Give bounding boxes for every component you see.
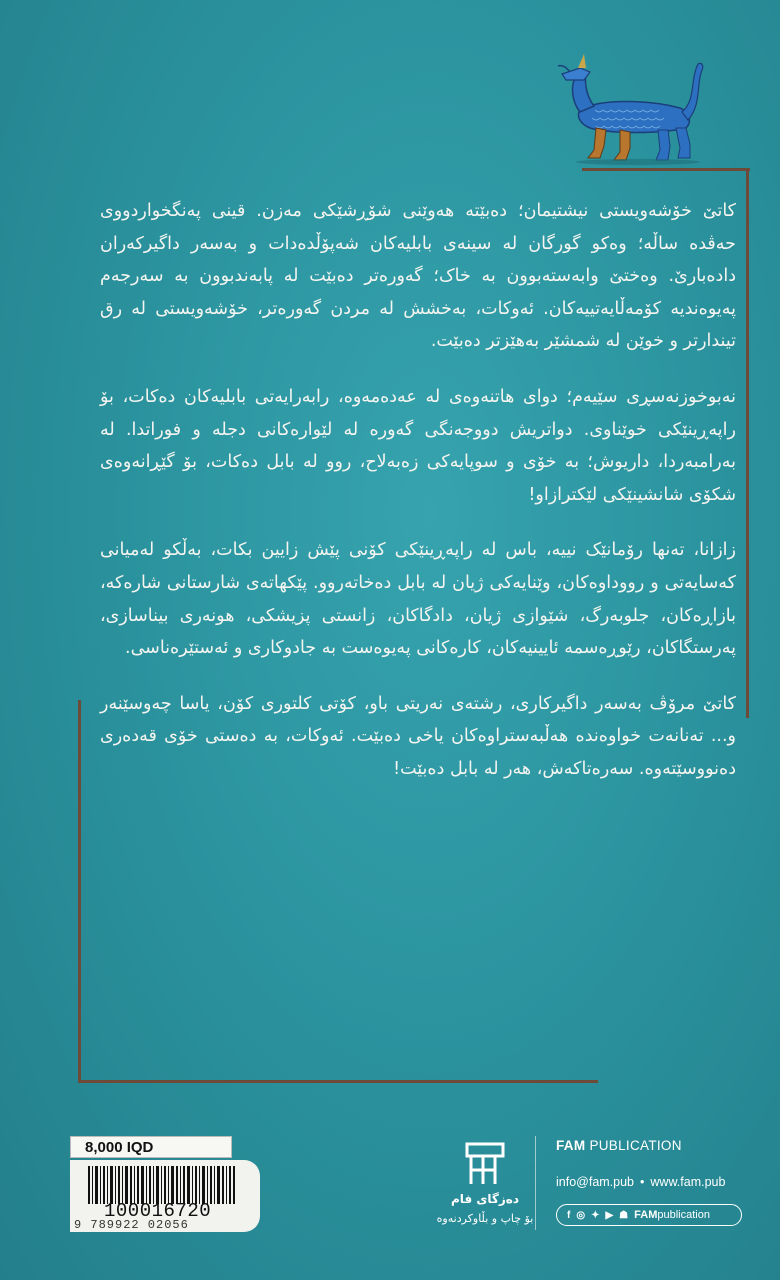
- social-handle-pill: [556, 1204, 742, 1226]
- barcode-sticker: [70, 1160, 260, 1232]
- blurb-paragraph-2: نەبوخوزنەسڕی سێیەم؛ دوای هاتنەوەی لە عەدەمەوە، رابەرایەتی بابلیەکان دەکات، بۆ راپەڕینێکی خوێناوی. دواتریش دووجەنگی گەورە لە لێوارەکانی دجلە و فوراتدا. لە بەرامبەردا، داریوش؛ بە خۆی و سوپایەکی زەبەلاح، روو لە بابل دەکات، بۆ گێڕانەوەی شکۆی شانشینێکی لێکترازاو!: [100, 386, 736, 505]
- isbn-number: 9 789922 02056: [74, 1218, 189, 1232]
- fam-logo-icon: [463, 1140, 507, 1188]
- publisher-divider: [535, 1136, 536, 1230]
- youtube-icon[interactable]: ▶: [605, 1209, 614, 1221]
- mushhushshu-dragon-illustration: [540, 50, 720, 168]
- publisher-logo-name: دەزگای فام: [451, 1192, 519, 1206]
- email-link[interactable]: info@fam.pub: [556, 1175, 635, 1189]
- social-handle: FAMpublication: [634, 1209, 710, 1221]
- frame-line-right: [746, 168, 749, 718]
- instagram-icon[interactable]: ◎: [576, 1209, 586, 1221]
- website-link[interactable]: www.fam.pub: [650, 1175, 726, 1189]
- twitter-icon[interactable]: ✦: [591, 1209, 600, 1221]
- publisher-title: FAM PUBLICATION: [556, 1138, 682, 1153]
- snapchat-icon[interactable]: ☗: [619, 1209, 629, 1221]
- blurb-paragraph-3: زازانا، تەنها رۆمانێک نییە، باس لە راپەڕینێکی کۆنی پێش زایین بکات، بەڵکو لەمیانی کەسایەتی و رووداوەکان، وێنایەکی ژیان لە بابل دەخاتەروو. پێکهاتەی شارستانی شارەکە، بازاڕەکان، جلوبەرگ، شێوازی ژیان، دادگاکان، زانستی پزیشکی، هونەری بیناسازی، پەرستگاکان، رێوڕەسمە ئایینیەکان، کارەکانی پەیوەست بە جادوکاری و ئەستێرەناسی.: [100, 540, 736, 659]
- blurb-paragraph-4: کاتێ مرۆڤ بەسەر داگیرکاری، رشتەی نەریتی باو، کۆتی کلتوری کۆن، یاسا چەوسێنەر و... تەنانەت خواوەندە هەڵبەستراوەکان یاخی دەبێت. ئەوکات، بە دەستی خۆی قەدەری دەنووسێتەوە. سەرەتاکەش، هەر لە بابل دەبێت!: [100, 693, 736, 779]
- price-label: 8,000 IQD: [70, 1136, 232, 1158]
- frame-line-bottom: [78, 1080, 598, 1083]
- frame-line-top: [582, 168, 750, 171]
- blurb-text: [100, 195, 736, 809]
- blurb-paragraph-1: کاتێ خۆشەویستی نیشتیمان؛ دەبێتە هەوێنی شۆڕشێکی مەزن. قینی پەنگخواردووی حەڤدە ساڵە؛ وەکو گورگان لە سینەی بابلیەکان شەپۆڵدەدات و بەسەر داگیرکەران دادەبارێ. وەختێ وابەستەبوون بە خاک؛ گەورەتر دەبێت لە پابەندبوون بە سەرجەم پەیوەندیە کۆمەڵایەتییەکان. ئەوکات، بەخشش لە مردن گەورەتر، خۆشەویستی لە رق تیندارتر و خوێن لە شمشێر بەهێزتر دەبێت.: [100, 201, 736, 352]
- separator-dot: •: [640, 1175, 645, 1189]
- frame-line-left: [78, 700, 81, 1082]
- facebook-icon[interactable]: f: [567, 1209, 571, 1221]
- contact-row: [556, 1175, 725, 1189]
- publisher-logo-tagline: بۆ چاپ و بڵاوکردنەوە: [436, 1212, 534, 1225]
- barcode-number: 100016720: [104, 1200, 212, 1222]
- barcode-bars: [86, 1166, 236, 1204]
